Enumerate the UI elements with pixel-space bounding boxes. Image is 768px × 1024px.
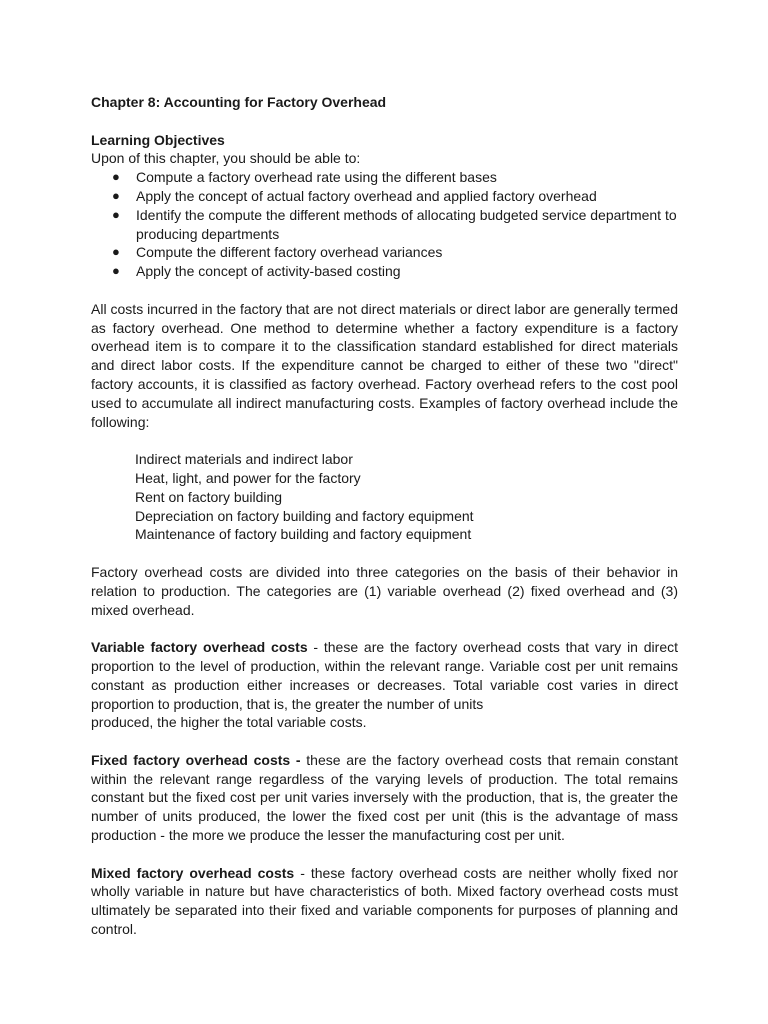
mixed-overhead-term: Mixed factory overhead costs: [91, 864, 295, 881]
example-item: Maintenance of factory building and factory equipment: [135, 526, 472, 543]
objective-text: Compute the different factory overhead variances: [136, 244, 443, 261]
fixed-overhead-paragraph: [91, 751, 678, 845]
objective-text: Identify the compute the different methods of allocating budgeted service department to producing departments: [136, 206, 677, 242]
list-item: [91, 206, 678, 244]
example-item: Indirect materials and indirect labor: [135, 451, 353, 468]
bullet-icon: ●: [112, 169, 120, 185]
fixed-overhead-term: Fixed factory overhead costs -: [91, 751, 301, 768]
list-item: [91, 168, 678, 187]
bullet-icon: ●: [112, 187, 120, 203]
overview-paragraph: All costs incurred in the factory that are not direct materials or direct labor are generally termed as factory overhead. One method to determine whether a factory expenditure is a factory overhead item is to compare it to the classification standard established for direct materials and direct labor costs. If the expenditure cannot be charged to either of these two "direct" factory accounts, it is classified as factory overhead. Factory overhead refers to the cost pool used to accumulate all indirect manufacturing costs. Examples of factory overhead include the following:: [91, 300, 678, 430]
bullet-icon: ●: [112, 206, 120, 222]
learning-objectives-heading: Learning Objectives: [91, 131, 225, 148]
overhead-examples-list: [91, 450, 678, 544]
mixed-overhead-body: - these factory overhead costs are neither wholly fixed nor wholly variable in nature but have characteristics of both. Mixed factory overhead costs must ultimately be separated into their fixed and variable components for purposes of planning and control.: [91, 864, 678, 938]
document-body: [91, 93, 678, 939]
bullet-icon: ●: [112, 263, 120, 279]
learning-objectives-list: [91, 168, 678, 281]
list-item: [91, 187, 678, 206]
example-item: Rent on factory building: [135, 488, 283, 505]
variable-overhead-term: Variable factory overhead costs: [91, 639, 308, 656]
fixed-overhead-body: these are the factory overhead costs that remain constant within the relevant range regardless of the varying levels of production. The total remains constant but the fixed cost per unit varies inversely with the production, that is, the greater the number of units produced, the lower the fixed cost per unit (this is the advantage of mass production - the more we produce the lesser the manufacturing cost per unit.: [91, 751, 678, 844]
objective-text: Apply the concept of actual factory overhead and applied factory overhead: [136, 187, 597, 204]
example-item: Heat, light, and power for the factory: [135, 469, 361, 486]
variable-overhead-paragraph: [91, 638, 678, 732]
objective-text: Apply the concept of activity-based costing: [136, 263, 401, 280]
chapter-title: Chapter 8: Accounting for Factory Overhead: [91, 94, 387, 110]
categories-paragraph: Factory overhead costs are divided into three categories on the basis of their behavior in relation to production. The categories are (1) variable overhead (2) fixed overhead and (3) mixed overhead.: [91, 563, 678, 618]
bullet-icon: ●: [112, 244, 120, 260]
variable-overhead-body: - these are the factory overhead costs that vary in direct proportion to the level of production, within the relevant range. Variable cost per unit remains constant as production either increases or decreases. Total variable cost varies in direct proportion to production, that is, the greater the number of units: [91, 639, 678, 712]
list-item: [91, 262, 678, 281]
learning-objectives-intro: Upon of this chapter, you should be able to:: [91, 150, 361, 167]
mixed-overhead-paragraph: [91, 864, 678, 939]
variable-overhead-body-tail: produced, the higher the total variable costs.: [91, 714, 367, 731]
objective-text: Compute a factory overhead rate using the different bases: [136, 169, 497, 186]
list-item: [91, 243, 678, 262]
example-item: Depreciation on factory building and factory equipment: [135, 507, 474, 524]
